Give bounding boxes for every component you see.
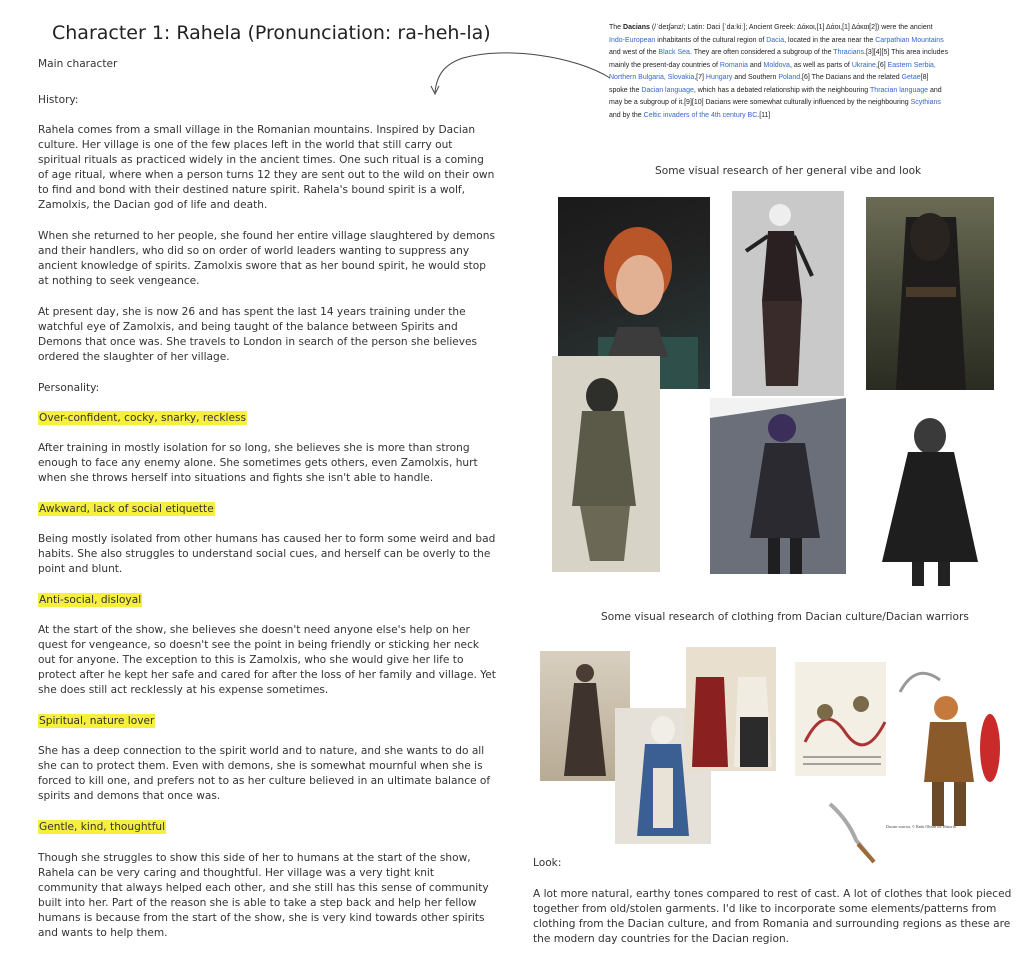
- trait-heading: [38, 593, 496, 608]
- wiki-link[interactable]: Scythians: [910, 99, 941, 106]
- reference-image: [886, 652, 1016, 834]
- trait-heading-text: Spiritual, nature lover: [39, 715, 155, 727]
- trait-heading-text: Awkward, lack of social etiquette: [39, 503, 214, 515]
- wiki-link[interactable]: Celtic invaders of the 4th century BC: [643, 111, 758, 119]
- page-title: Character 1: Rahela (Pronunciation: ra-heh-la): [52, 22, 491, 44]
- trait-heading-text: Anti-social, disloyal: [39, 594, 142, 606]
- trait-description: After training in mostly isolation for so long, she believes she is more than strong enough to face any enemy alone. She sometimes gets others, even Zamolxis, hurt when she throws herself into situations and fights she isn't able to handle.: [38, 442, 478, 485]
- trait-heading-text: Gentle, kind, thoughtful: [39, 821, 166, 833]
- hooded-warrior-illustration: [866, 197, 994, 390]
- reference-image: [868, 402, 992, 588]
- reference-image: [552, 356, 660, 572]
- trait-heading: [38, 714, 496, 729]
- ancient-relief-warriors-illustration: [795, 662, 889, 776]
- image-credit: Dacian warrior, © Radu Oltean for Historia: [886, 824, 956, 829]
- wiki-bold-term: Dacians: [623, 24, 650, 31]
- purple-haired-warrior-illustration: [710, 398, 846, 574]
- cloaked-figure-illustration: [552, 356, 660, 572]
- wiki-link[interactable]: Getae: [901, 74, 921, 81]
- wiki-link[interactable]: Thracians: [833, 49, 865, 56]
- trait-description: Being mostly isolated from other humans has caused her to form some weird and bad habits. She also struggles to understand social cues, and herself can be overly to the point and blunt.: [38, 533, 496, 576]
- dark-outfit-figure-illustration: [732, 191, 844, 396]
- wiki-link[interactable]: Ukraine: [851, 61, 876, 69]
- reference-image: [795, 662, 889, 776]
- wiki-link[interactable]: Thracian language: [870, 86, 929, 94]
- vibe-caption: Some visual research of her general vibe and look: [655, 165, 922, 177]
- trait-description: She has a deep connection to the spirit world and to nature, and she wants to do all she can to protect them. Even with demons, she is somewhat mournful when she is forced to kill one, and prefers not to as her culture believed in an ultimate balance of spirits and demons that once was.: [38, 745, 491, 803]
- history-label: History:: [38, 94, 79, 106]
- history-paragraph-2: When she returned to her people, she found her entire village slaughtered by demons and their handlers, who did so on order of world leaders wanting to suppress any ancient knowledge of spirits. Zamolxis swore that as her bound spirit, he would stop at nothing to seek vengeance.: [38, 230, 495, 288]
- dacian-warrior-illustration: [886, 652, 1016, 834]
- role-label: Main character: [38, 58, 118, 70]
- trait-heading: [38, 411, 496, 426]
- wiki-link[interactable]: Moldova: [763, 61, 790, 69]
- trait-heading: [38, 820, 496, 835]
- wiki-link[interactable]: Dacia: [766, 36, 785, 44]
- trait-heading: [38, 502, 496, 517]
- personality-label: Personality:: [38, 382, 100, 394]
- clothing-caption: Some visual research of clothing from Dacian culture/Dacian warriors: [601, 611, 969, 623]
- wiki-link[interactable]: Hungary: [705, 74, 733, 81]
- look-description: A lot more natural, earthy tones compared to rest of cast. A lot of clothes that look pieced together from old/stolen garments. I'd like to incorporate some elements/patterns from clothing from the Dacian culture, and from Romania and surrounding regions as these are the modern day countries for the Dacian region.: [533, 888, 1012, 946]
- look-label: Look:: [533, 857, 562, 869]
- wiki-link[interactable]: Indo-European: [609, 36, 656, 44]
- wiki-link[interactable]: Eastern Serbia, Northern Bulgaria, Slovakia: [609, 61, 936, 81]
- wiki-link[interactable]: Dacian language: [641, 86, 694, 94]
- wiki-link[interactable]: Poland: [778, 74, 801, 81]
- trait-description: At the start of the show, she believes she doesn't need anyone else's help on her quest for vengeance, so doesn't see the point in being friendly or sticking her neck out for anyone. The exception to this is Zamolxis, who she would give her life to protect after he kept her safe and cared for after the loss of her family and village. Yet she does still act recklessly at his expense sometimes.: [38, 624, 496, 697]
- wiki-link[interactable]: Romania: [719, 61, 748, 69]
- reference-image: [866, 197, 994, 390]
- history-paragraph-1: Rahela comes from a small village in the Romanian mountains. Inspired by Dacian culture. Her village is one of the few places left in the world that still carry out spiritual rituals as practiced widely in the ancient times. One such ritual is a coming of age ritual, where when a person turns 12 they are sent out to the wild on their own to find and bond with their destined nature spirit. Rahela's bound spirit is a wolf, Zamolxis, the Dacian god of life and death.: [38, 124, 495, 212]
- trait-description: Though she struggles to show this side of her to humans at the start of the show, Rahela can be very caring and thoughtful. Her village was a very tight knit community that always helped each other, and she still has this sense of community built into her. Part of the reason she is able to take a step back and help her fellow humans is because from the start of the show, she is very kind towards other spirits and wants to help them.: [38, 852, 489, 940]
- folk-costume-women-illustration: [686, 647, 776, 771]
- reference-image: [686, 647, 776, 771]
- history-paragraph-3: At present day, she is now 26 and has spent the last 14 years training under the watchful eye of Zamolxis, and being taught of the balance between Spirits and Demons that once was. She travels to London in search of the person she believes ordered the slaughter of her village.: [38, 306, 478, 364]
- falx-sword-icon: [826, 800, 880, 866]
- wiki-link[interactable]: Carpathian Mountains: [875, 36, 944, 44]
- reference-image: [732, 191, 844, 396]
- curved-arrow-icon: [425, 52, 615, 100]
- wiki-excerpt: The Dacians (/ˈdeɪʃənz/; Latin: Daci [ˈdaːkiː]; Ancient Greek: Δάκοι,[1] Δάοι,[1] Δάκαι[2]) were the ancient Indo-European inhabitants of the cultural region of Dacia, located in the area near the Carpathian Mountains and west of the Black Sea. They are often considered a subgroup of the Thracians.[3][4][5] This area includes mainly the present-day countries of Romania and Moldova, as well as parts of Ukraine,[6] Eastern Serbia, Northern Bulgaria, Slovakia,[7] Hungary and Southern Poland.[6] The Dacians and the related Getae[8] spoke the Dacian language, which has a debated relationship with the neighbouring Thracian language and may be a subgroup of it.[9][10] Dacians were somewhat culturally influenced by the neighbouring Scythians and by the Celtic invaders of the 4th century BC.[11]: [609, 24, 948, 119]
- wiki-link[interactable]: Black Sea: [658, 49, 690, 56]
- reference-image: [710, 398, 846, 574]
- trait-heading-text: Over-confident, cocky, snarky, reckless: [39, 412, 246, 424]
- dark-cloaked-warrior-illustration: [868, 402, 992, 588]
